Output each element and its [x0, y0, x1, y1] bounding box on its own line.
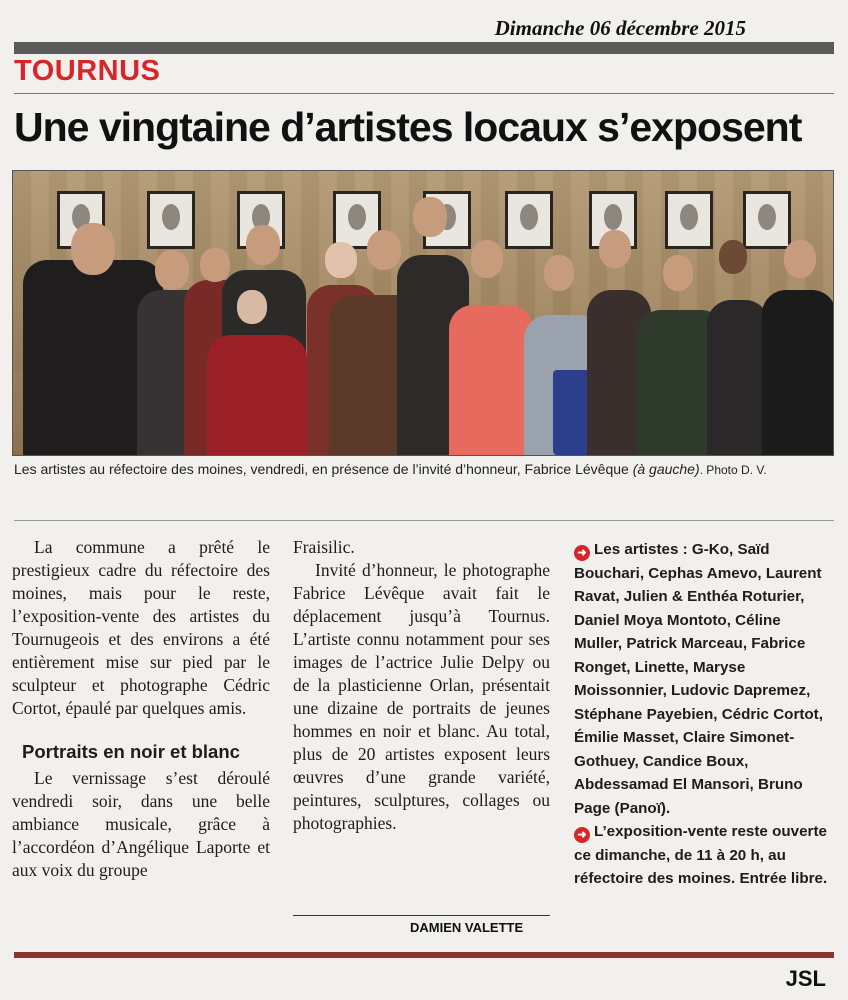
group-photo	[12, 170, 834, 456]
article-column-1	[12, 536, 270, 882]
section-title: TOURNUS	[14, 55, 161, 87]
caption-text: Les artistes au réfectoire des moines, vendredi, en présence de l’invité d’honneur, Fabrice Lévêque	[14, 461, 633, 477]
byline: DAMIEN VALETTE	[410, 920, 524, 935]
exhibition-info	[574, 820, 832, 891]
caption-italic: (à gauche)	[632, 461, 700, 477]
paragraph: La commune a prêté le prestigieux cadre du réfectoire des moines, mais pour le reste, l’exposition-vente des artistes du Tournugeois et des environs a été entièrement mise sur pied par le sculpteur et photographe Cédric Cortot, épaulé par quelques amis.	[12, 537, 270, 718]
byline-rule	[293, 915, 550, 916]
arrow-bullet-icon: ➜	[574, 545, 590, 561]
person	[201, 290, 311, 455]
section-rule	[14, 93, 834, 94]
info-column	[574, 538, 832, 891]
photo-caption	[14, 460, 834, 479]
arrow-bullet-icon: ➜	[574, 827, 590, 843]
footer-rule	[14, 952, 834, 958]
header-rule	[14, 42, 834, 54]
artists-list	[574, 538, 832, 820]
caption-rule	[14, 520, 834, 521]
paragraph: Fraisilic.	[293, 537, 355, 557]
exhibition-text: L’exposition-vente reste ouverte ce dimanche, de 11 à 20 h, au réfectoire des moines. Entrée libre.	[574, 823, 828, 887]
subheading: Portraits en noir et blanc	[22, 741, 240, 762]
person	[758, 240, 834, 455]
paragraph: Invité d’honneur, le photographe Fabrice Lévêque avait fait le déplacement jusqu’à Tournus. L’artiste connu notamment pour ses images de l’actrice Julie Delpy ou de la plasticienne Orlan, présentait une dizaine de portraits de jeunes hommes en noir et blanc. Au total, plus de 20 artistes exposent leurs œuvres d’une grande variété, peintures, sculptures, collages ou photographies.	[293, 560, 550, 833]
newspaper-logo: JSL	[785, 966, 826, 991]
article-column-2	[293, 536, 550, 835]
photo-credit: . Photo D. V.	[699, 463, 767, 477]
article-date: Dimanche 06 décembre 2015	[494, 16, 746, 40]
artists-text: Les artistes : G-Ko, Saïd Bouchari, Cephas Amevo, Laurent Ravat, Julien & Enthéa Roturier, Daniel Moya Montoto, Céline Muller, Patrick Marceau, Fabrice Ronget, Linette, Maryse Moissonnier, Ludovic Dapremez, Stéphane Payebien, Cédric Cortot, Émilie Masset, Claire Simonet-Gothuey, Candice Boux, Abdessamad El Mansori, Bruno Page (Panoï).	[574, 541, 823, 817]
article-headline: Une vingtaine d’artistes locaux s’exposent	[14, 104, 802, 150]
paragraph: Le vernissage s’est déroulé vendredi soir, dans une belle ambiance musicale, grâce à l’accordéon d’Angélique Laporte et aux voix du groupe	[12, 768, 270, 880]
